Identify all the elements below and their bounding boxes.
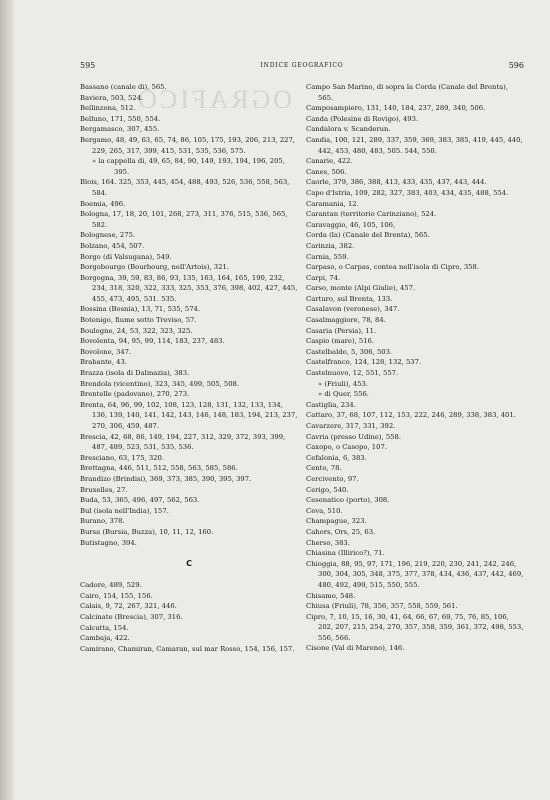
index-entry: Carinzia, 382. <box>306 241 355 250</box>
index-entry: Cisone (Val di Mareno), 146. <box>306 644 405 653</box>
index-entry: Caravaggio, 46, 105, 106, <box>306 220 396 229</box>
index-entry: Bologna, 17, 18, 20, 101, 268, 273, 311, 376, 515, 536, 565, 582. <box>80 210 288 229</box>
index-entry: Boemia, 496. <box>80 199 126 208</box>
index-entry: Bergamasco, 307, 455. <box>80 125 160 134</box>
index-entry: Cefalonia, 6, 383. <box>306 453 367 462</box>
index-entry: Champague, 323. <box>306 517 367 526</box>
index-entry: Capo d'Istria, 109, 282, 327, 383, 403, 434, 435, 488, 554. <box>306 188 509 197</box>
index-entry: Calcinate (Brescia), 307, 316. <box>80 612 183 621</box>
index-entry: Burano, 378. <box>80 517 125 526</box>
index-entry: Borgobourgo (Bourbourg, nell'Artois), 321. <box>80 263 229 272</box>
index-entry: Cambaja, 422. <box>80 634 130 643</box>
index-entry: Brazza (isola di Dalmazia), 383. <box>80 369 190 378</box>
index-entry: Cherso, 383. <box>306 538 350 547</box>
index-entry: Casalmaggiore, 78, 84. <box>306 316 386 325</box>
index-entry: Cairo, 154, 155, 156. <box>80 591 153 600</box>
section-letter: C <box>186 559 192 569</box>
index-entry: Borgogna, 39, 59, 83, 86, 93, 135, 163, 164, 165, 190, 232, 234, 318, 320, 322, 333, 325, 353, 376, 398, 402, 427, 445, 455, 473, 495, 531. 535. <box>80 273 298 303</box>
index-entry: Brentelle (padovano), 270, 273. <box>80 390 190 399</box>
running-header <box>80 61 524 73</box>
left-index-column <box>80 82 298 654</box>
index-entry: Chioggia, 88, 95, 97, 171, 196, 219, 220, 230, 241, 242, 246, 300, 304, 305, 348, 375, 377, 378, 434, 436, 437, 442, 469, 480, 492, 499, 515, 550, 555. <box>306 559 524 589</box>
index-entry: Bovolone, 347. <box>80 347 132 356</box>
index-entry: Ceva, 510. <box>306 506 343 515</box>
index-entry: Caorle, 379, 386, 388, 413, 433, 435, 437, 443, 444. <box>306 178 487 187</box>
index-entry: Cavria (presso Udine), 558. <box>306 432 401 441</box>
index-entry: Boulogne, 24, 53, 322, 323, 325. <box>80 326 193 335</box>
index-entry: Cercivento, 97. <box>306 474 359 483</box>
index-entry: Cattaro, 37, 68, 107, 112, 153, 222, 246, 289, 338, 383, 401. <box>306 411 516 420</box>
index-entry: Carantan (territorio Carinziano), 524. <box>306 210 437 219</box>
index-entry: Casalavon (veronese), 347. <box>306 305 400 314</box>
right-entries <box>306 82 524 654</box>
index-entry: Bruxelles, 27. <box>80 485 128 494</box>
index-entry: Bolzano, 454, 507. <box>80 241 145 250</box>
index-entry: Candalora v. Scanderun. <box>306 125 391 134</box>
index-entry: Candia, 100, 121, 289, 337, 359, 369, 383, 385, 419, 445, 440, 442, 453, 480, 483, 505. 544, 550. <box>306 135 523 155</box>
index-entry: Canda (Polesine di Rovigo), 493. <box>306 114 419 123</box>
index-entry: Blois, 164. 325, 353, 445, 454, 488, 493, 526, 536, 558, 563, 584. <box>80 178 290 197</box>
index-entry: Brescia, 42, 68, 86, 149, 194, 227, 312, 329, 372, 393, 399, 487, 489, 523, 531, 535, 536. <box>80 432 286 452</box>
index-entry: Carpi, 74. <box>306 273 341 282</box>
index-entry: Caxopo, o Casopo, 107. <box>306 443 387 452</box>
header-title: INDICE GEOGRAFICO <box>260 62 344 69</box>
index-entry: Chiasina (Illirico?), 71. <box>306 549 385 558</box>
index-entry: Bul (isola nell'India), 157. <box>80 506 169 515</box>
index-entry: Calais, 9, 72, 267, 321, 446. <box>80 602 177 611</box>
index-entry: Brandizo (Brindisi), 369, 373, 385, 390, 395, 397. <box>80 474 252 483</box>
index-entry: Bovolenta, 94, 95, 99, 114, 183, 237, 483. <box>80 337 225 346</box>
right-index-column <box>306 82 524 654</box>
index-entry: Brettagna, 446, 511, 512, 558, 563, 585, 586. <box>80 464 238 473</box>
index-entry: Buda, 53, 365, 496, 497, 562, 563. <box>80 496 200 505</box>
index-entry: Camirano, Chamiran, Camaran, sul mar Rosso, 154, 156, 157. <box>80 644 295 653</box>
index-entry: Canes, 506. <box>306 167 347 176</box>
index-entry: Camposampiero, 131, 140, 184, 237, 289, 340, 506. <box>306 104 486 113</box>
left-page-number: 595 <box>80 61 96 70</box>
index-entry: » di Quer, 556. <box>318 390 369 399</box>
index-entry: Cerigo, 540. <box>306 485 349 494</box>
index-entry: Campo San Marino, di sopra la Corda (Canale del Brenta), 565. <box>306 83 508 102</box>
index-entry: Brenta, 64, 96, 99, 102, 108, 123, 128, 131, 132, 133, 134, 136, 139, 140, 141, 142, 143, 146, 148, 183, 194, 213, 237, 270, 306, 459, 487. <box>80 400 298 430</box>
index-entry: Carpaso, o Carpas, contea nell'isola di Cipro, 358. <box>306 263 479 272</box>
index-entry: Cipro, 7, 10, 15, 16, 30, 41, 64, 66, 67, 69, 75, 76, 85, 106, 202, 207, 215, 254, 270, 357, 358, 359, 361, 372, 498, 553, 556, 566. <box>306 612 524 642</box>
index-entry: Castelbaldo, 5, 306, 503. <box>306 347 393 356</box>
index-entry: Butistagno, 394. <box>80 538 137 547</box>
index-entry: Bursa (Bursia, Buzza), 10, 11, 12, 160. <box>80 527 214 536</box>
left-entries-c <box>80 580 298 654</box>
index-entry: Cadore, 489, 529. <box>80 581 142 590</box>
right-page-number: 596 <box>508 61 524 70</box>
index-entry: Calcutta, 154. <box>80 623 129 632</box>
index-entry: Caspio (mare), 516. <box>306 337 375 346</box>
index-entry: Castelfranco, 124, 128, 132, 537. <box>306 358 422 367</box>
index-entry: Borgo (di Valsugana), 549. <box>80 252 172 261</box>
index-entry: Corda (la) (Canale del Brenta), 565. <box>306 231 430 240</box>
index-entry: Bresciano, 63, 175, 320. <box>80 453 164 462</box>
index-entry: Canarie, 422. <box>306 157 353 166</box>
index-entry: Baviera, 503, 524. <box>80 93 144 102</box>
index-entry: Cesenatico (porto), 308. <box>306 496 390 505</box>
index-entry: Chisamo, 548. <box>306 591 356 600</box>
index-entry: Bergamo, 48, 49, 63, 65, 74, 86, 105, 175, 193, 206, 213, 227, 229, 265, 317, 399, 415, 531, 535, 536, 575. <box>80 135 295 155</box>
index-entry: Castiglia, 234. <box>306 400 356 409</box>
bleed-through-text: OGRAFICO <box>135 85 292 114</box>
index-entry: Bassano (canale di), 565. <box>80 83 167 91</box>
left-entries-b <box>80 82 298 548</box>
index-entry: Brendola (vicentino), 323, 345, 499, 505, 508. <box>80 379 240 388</box>
page-binding-edge <box>0 0 14 800</box>
index-entry: Cahors, Ors, 25, 63. <box>306 527 376 536</box>
index-entry: Bolognese, 275. <box>80 231 136 240</box>
index-entry: Botenigo, fiume sotto Treviso, 57. <box>80 316 197 325</box>
index-entry: Caramania, 12. <box>306 199 359 208</box>
index-entry: Bellinzona, 512. <box>80 104 136 113</box>
index-entry: Chiusa (Friuli), 78, 356, 357, 558, 559, 561. <box>306 602 458 611</box>
index-entry: Casaria (Persia), 11. <box>306 326 377 335</box>
index-entry: Carso, monte (Alpi Giulie), 457. <box>306 284 416 293</box>
index-entry: Castelnuovo, 12, 551, 557. <box>306 369 399 378</box>
index-entry: Brabante, 43. <box>80 358 127 367</box>
index-entry: » (Friuli), 453. <box>318 379 368 388</box>
index-entry: Bossina (Bosnia), 13, 71, 535, 574. <box>80 305 200 314</box>
index-entry: Carturo, sul Brenta, 133. <box>306 294 393 303</box>
index-entry: » la cappella di, 49, 65, 84, 90, 149, 193, 194, 196, 205, 395. <box>92 157 285 176</box>
index-entry: Cavarzere, 317, 331, 392. <box>306 422 396 430</box>
index-entry: Belluno, 171, 550, 554. <box>80 114 161 123</box>
index-entry: Cento, 78. <box>306 464 342 473</box>
index-entry: Carnia, 559. <box>306 252 349 261</box>
